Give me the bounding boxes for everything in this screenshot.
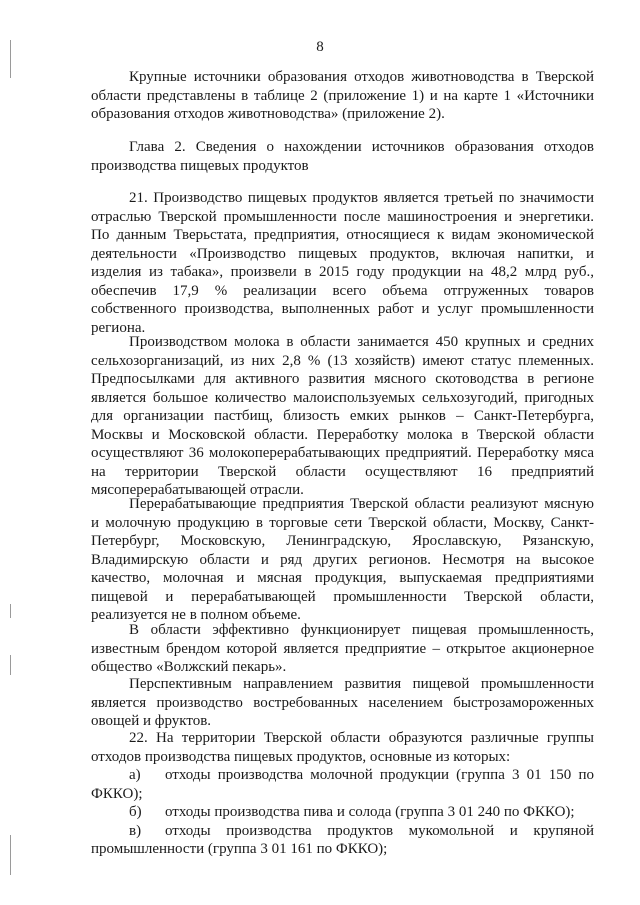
text-line: общество «Волжский пекарь». bbox=[91, 659, 287, 675]
text-line: для организации пастбищ, близость емких рынков – Санкт-Петербурга, bbox=[91, 408, 594, 424]
chapter-heading bbox=[91, 138, 594, 175]
list-item-continuation: ФККО); bbox=[91, 785, 143, 802]
text-line: реализуется не в полном объеме. bbox=[91, 607, 301, 623]
page-number: 8 bbox=[316, 39, 324, 55]
text-line: Петербург, Московскую, Ленинградскую, Ярославскую, Рязанскую, bbox=[91, 533, 594, 549]
text-line: осуществляют 36 молокоперерабатывающих предприятий. Переработку мяса bbox=[91, 445, 594, 461]
text-line: 21. Производство пищевых продуктов является третьей по значимости bbox=[129, 190, 594, 206]
text-line: региона. bbox=[91, 319, 146, 336]
heading-line: производства пищевых продуктов bbox=[91, 157, 309, 174]
text-line: Перспективным направлением развития пищевой промышленности bbox=[129, 676, 594, 692]
text-line: мясоперерабатывающей отрасли. bbox=[91, 482, 304, 498]
perspective-paragraph bbox=[91, 675, 594, 731]
text-line: изделия из табака», произвели в 2015 году продукции на 48,2 млрд руб., bbox=[91, 264, 594, 280]
scan-edge-mark bbox=[10, 655, 11, 675]
text-line: пищевой и перерабатывающей промышленности Тверской области, bbox=[91, 588, 594, 605]
list-item-continuation: промышленности (группа 3 01 161 по ФККО); bbox=[91, 841, 388, 857]
text-line: собственного производства, выполненных работ и услуг промышленности bbox=[91, 301, 594, 317]
text-line: отходов производства пищевых продуктов, основные из которых: bbox=[91, 748, 511, 765]
text-line: Производством молока в области занимается 450 крупных и средних bbox=[129, 334, 594, 350]
text-line: является производство востребованных населением быстрозамороженных bbox=[91, 694, 594, 711]
list-item-text: отходы производства продуктов мукомольной и крупяной bbox=[165, 822, 594, 839]
intro-paragraph bbox=[91, 68, 594, 124]
text-line: является большое количество малоиспользуемых сельхозугодий, пригодных bbox=[91, 389, 594, 406]
list-marker: б) bbox=[129, 804, 142, 820]
text-line: качество, молочная и мясная продукция, выпускаемая предприятиями bbox=[91, 570, 594, 586]
text-line: Перерабатывающие предприятия Тверской области реализуют мясную bbox=[129, 496, 594, 512]
text-line: 22. На территории Тверской области образуются различные группы bbox=[129, 730, 594, 746]
list-item-text: отходы производства молочной продукции (группа 3 01 150 по bbox=[165, 767, 594, 783]
text-line: Москвы и Московской области. Переработку молока в Тверской области bbox=[91, 426, 594, 443]
text-line: Предпосылками для активного развития мясного скотоводства в регионе bbox=[91, 371, 594, 387]
text-line: Крупные источники образования отходов животноводства в Тверской bbox=[129, 69, 594, 85]
list-item-b bbox=[91, 803, 594, 822]
heading-line: Глава 2. Сведения о нахождении источников образования отходов bbox=[129, 139, 594, 155]
text-line: области представлены в таблице 2 (приложение 1) и на карте 1 «Источники bbox=[91, 87, 594, 104]
text-line: отраслью Тверской промышленности после машиностроения и энергетики. bbox=[91, 208, 594, 225]
effective-paragraph bbox=[91, 621, 594, 677]
list-item-v bbox=[91, 822, 594, 841]
text-line: деятельности «Производство пищевых продуктов, включая напитки, и bbox=[91, 245, 594, 262]
scan-edge-mark bbox=[10, 604, 11, 618]
processing-paragraph bbox=[91, 495, 594, 625]
list-marker: а) bbox=[129, 767, 141, 783]
list-marker: в) bbox=[129, 822, 142, 839]
text-line: сельхозорганизаций, из них 2,8 % (13 хозяйств) имеют статус племенных. bbox=[91, 352, 594, 369]
text-line: овощей и фруктов. bbox=[91, 713, 212, 729]
text-line: В области эффективно функционирует пищевая промышленность, bbox=[129, 622, 594, 638]
paragraph-22 bbox=[91, 729, 594, 859]
list-item-a bbox=[91, 766, 594, 785]
text-line: обеспечив 17,9 % реализации всего объема отгруженных товаров bbox=[91, 282, 594, 299]
list-item-text: отходы производства пива и солода (группа 3 01 240 по ФККО); bbox=[165, 804, 575, 820]
scan-edge-mark bbox=[10, 835, 11, 875]
text-line: известным брендом которой является предприятие – открытое акционерное bbox=[91, 640, 594, 657]
paragraph-21 bbox=[91, 189, 594, 337]
text-line: По данным Тверьстата, предприятия, относящиеся к видам экономической bbox=[91, 227, 594, 243]
milk-paragraph bbox=[91, 333, 594, 500]
text-line: и молочную продукцию в торговые сети Тверской области, Москву, Санкт- bbox=[91, 514, 594, 531]
text-line: на территории Тверской области осуществляют 16 предприятий bbox=[91, 463, 594, 480]
text-line: образования отходов животноводства» (приложение 2). bbox=[91, 106, 445, 122]
text-line: Владимирскую области и ряд других регионов. Несмотря на высокое bbox=[91, 551, 594, 568]
